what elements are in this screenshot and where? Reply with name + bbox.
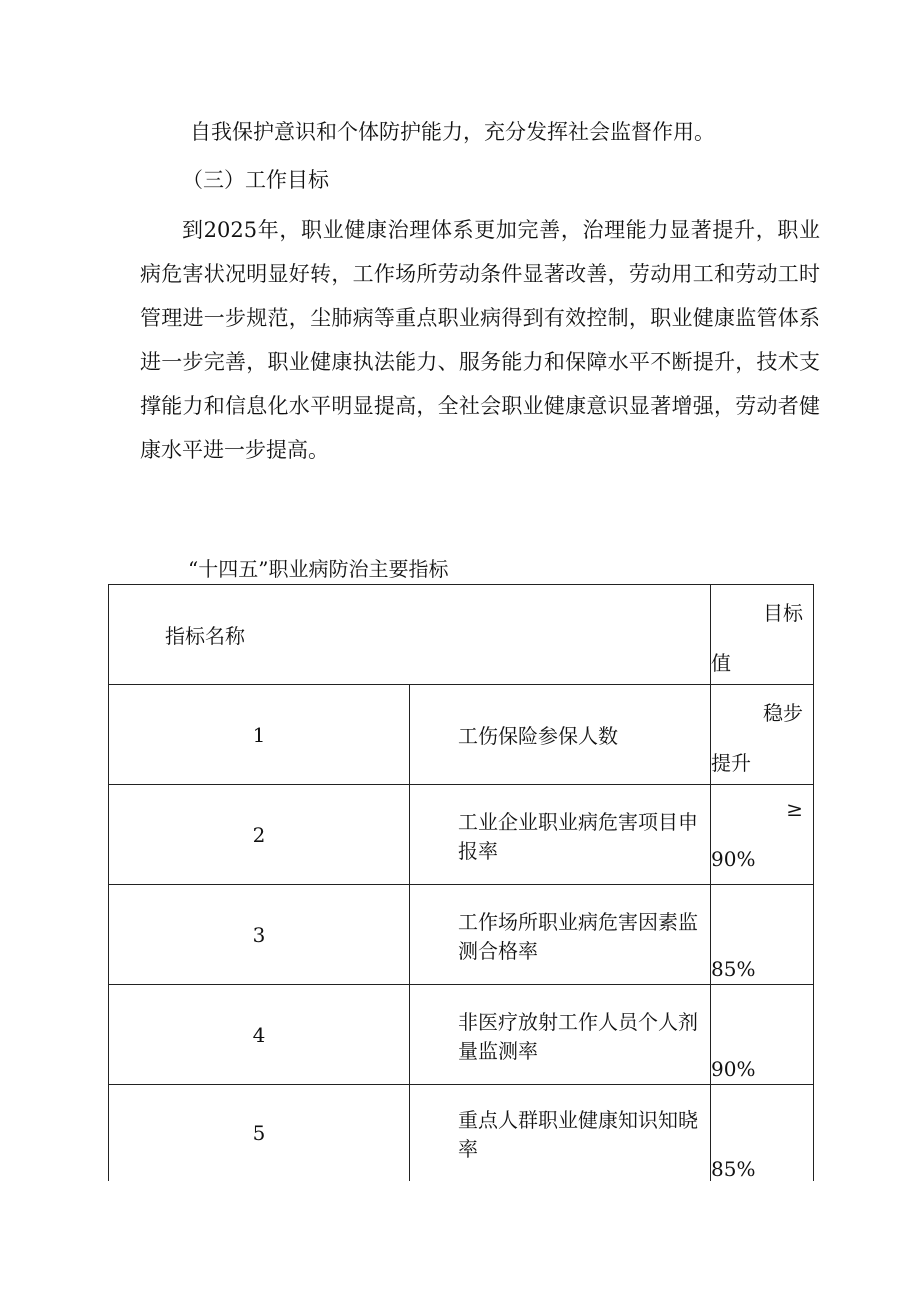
table-caption: “十四五”职业病防治主要指标	[188, 557, 449, 581]
table-row	[109, 785, 814, 885]
table-row	[109, 885, 814, 985]
target-value-top: ≥	[786, 797, 803, 821]
row-number: 4	[109, 985, 410, 1085]
target-value-bottom: 提升	[711, 751, 751, 775]
table-row	[109, 685, 814, 785]
table-row	[109, 985, 814, 1085]
row-number: 5	[109, 1085, 410, 1182]
target-value-top: 稳步	[763, 701, 803, 725]
header-value-bottom: 值	[711, 651, 731, 675]
row-number: 2	[109, 785, 410, 885]
indicators-table	[108, 584, 814, 1181]
target-value	[711, 885, 814, 985]
indicator-name: 工业企业职业病危害项目申报率	[410, 785, 711, 885]
indicator-name: 工作场所职业病危害因素监测合格率	[410, 885, 711, 985]
target-value-bottom: 90%	[711, 1057, 756, 1081]
header-value-top: 目标	[763, 601, 803, 625]
indicator-name: 工伤保险参保人数	[410, 685, 711, 785]
row-number: 3	[109, 885, 410, 985]
target-value	[711, 985, 814, 1085]
target-value	[711, 785, 814, 885]
table-header-row	[109, 585, 814, 685]
indicator-name: 非医疗放射工作人员个人剂量监测率	[410, 985, 711, 1085]
paragraph-continuation: 自我保护意识和个体防护能力，充分发挥社会监督作用。	[190, 120, 715, 144]
header-value-cell	[711, 585, 814, 685]
target-value-bottom: 85%	[711, 1157, 756, 1181]
section-heading: （三）工作目标	[182, 168, 329, 192]
table-row	[109, 1085, 814, 1182]
goals-paragraph: 到2025年，职业健康治理体系更加完善，治理能力显著提升，职业病危害状况明显好转，工作场所劳动条件显著改善，劳动用工和劳动工时管理进一步规范，尘肺病等重点职业病得到有效控制，职业健康监管体系进一步完善，职业健康执法能力、服务能力和保障水平不断提升，技术支撑能力和信息化水平明显提高，全社会职业健康意识显著增强，劳动者健康水平进一步提高。	[140, 218, 820, 462]
indicator-name: 重点人群职业健康知识知晓率	[410, 1085, 711, 1182]
target-value	[711, 1085, 814, 1182]
target-value-bottom: 90%	[711, 847, 756, 871]
target-value-bottom: 85%	[711, 957, 756, 981]
target-value	[711, 685, 814, 785]
header-name-cell: 指标名称	[109, 585, 711, 685]
row-number: 1	[109, 685, 410, 785]
